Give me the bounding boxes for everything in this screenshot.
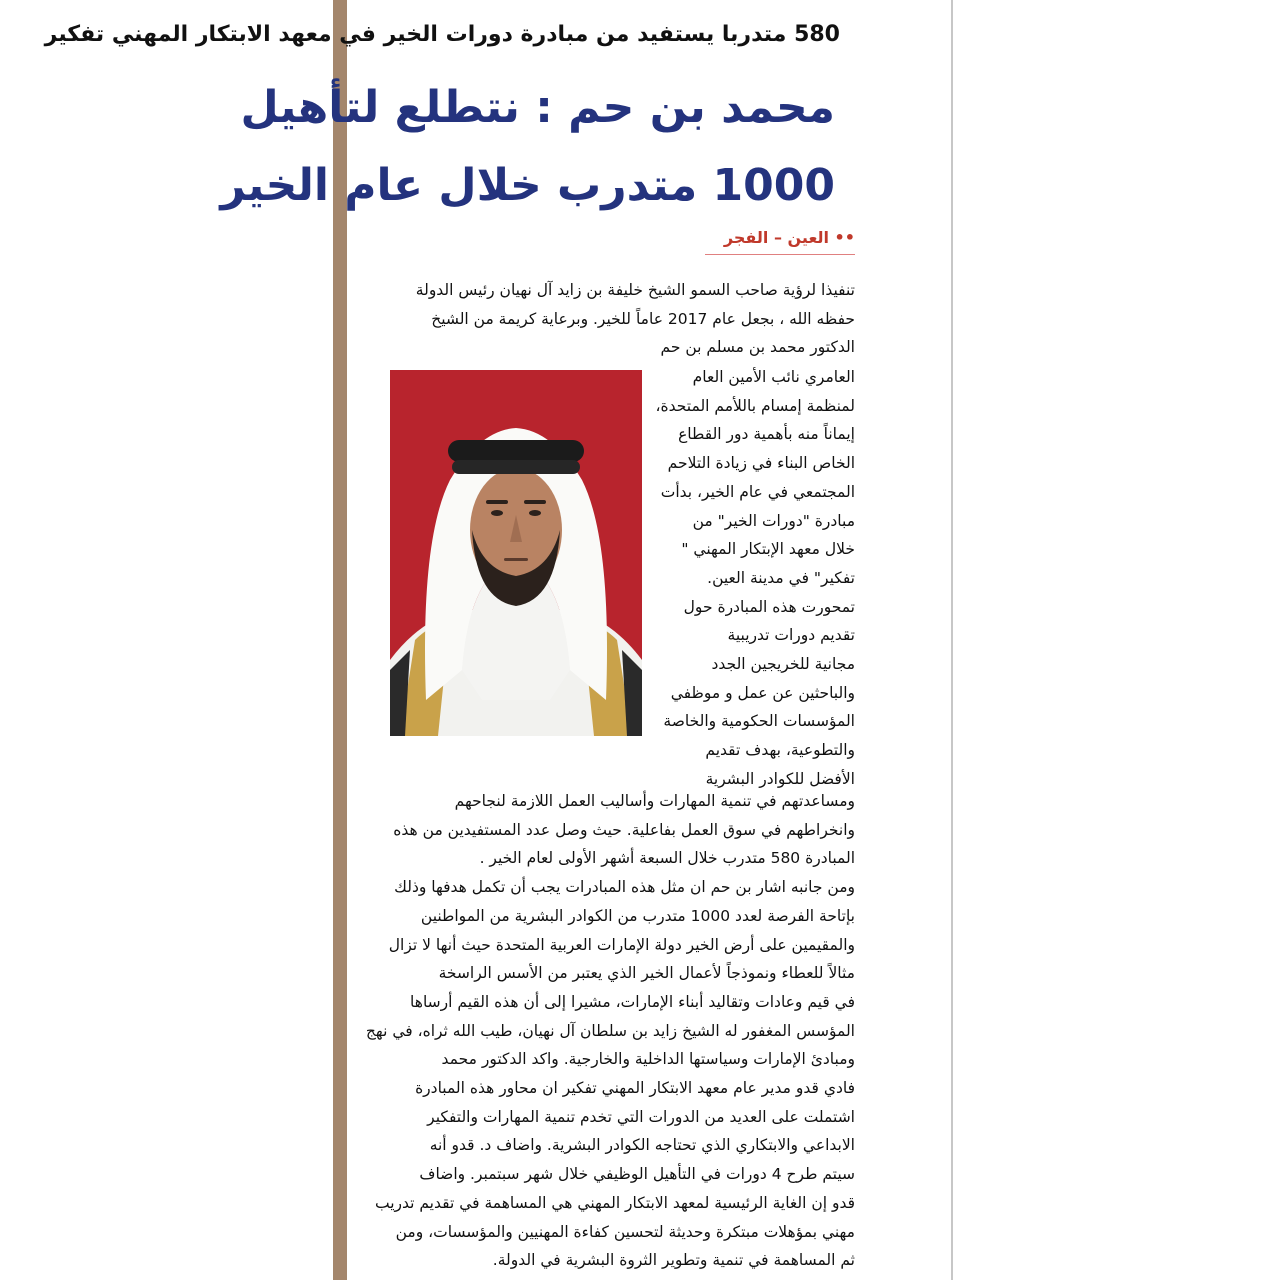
- body-line: اشتملت على العديد من الدورات التي تخدم تنمية المهارات والتفكير: [427, 1107, 855, 1126]
- body-line: الأفضل للكوادر البشرية: [705, 769, 855, 788]
- body-line: الخاص البناء في زيادة التلاحم: [667, 454, 855, 473]
- body-line: تفكير" في مدينة العين.: [707, 568, 855, 587]
- right-border-rule: [951, 0, 953, 1280]
- body-line: تقديم دورات تدريبية: [727, 626, 855, 645]
- body-line: وانخراطهم في سوق العمل بفاعلية. حيث وصل عدد المستفيدين من هذه: [393, 820, 855, 839]
- body-line: العامري نائب الأمين العام: [692, 368, 855, 386]
- byline: •• العين – الفجر: [723, 228, 855, 247]
- body-line: لمنظمة إمسام باللأمم المتحدة،: [655, 396, 855, 415]
- body-line: المجتمعي في عام الخير، بدأت: [660, 482, 855, 501]
- body-line: المبادرة 580 متدرب خلال السبعة أشهر الأولى لعام الخير .: [479, 849, 855, 868]
- body-line: مثالاً للعطاء ونموذجاً لأعمال الخير الذي يعتبر من الأسس الراسخة: [438, 964, 855, 983]
- body-paragraph-top: [355, 276, 855, 362]
- body-line: ثم المساهمة في تنمية وتطوير الثروة البشرية في الدولة.: [492, 1251, 855, 1270]
- body-line: بإتاحة الفرصة لعدد 1000 متدرب من الكوادر البشرية من المواطنين: [420, 906, 855, 925]
- body-line: تمحورت هذه المبادرة حول: [683, 597, 855, 616]
- body-line: مبادرة "دورات الخير" من: [692, 511, 855, 530]
- body-line: حفظه الله ، بجعل عام 2017 عاماً للخير. وبرعاية كريمة من الشيخ: [431, 309, 855, 328]
- body-line: قدو إن الغاية الرئيسية لمعهد الابتكار المهني هي المساهمة في تقديم تدريب: [374, 1193, 855, 1212]
- portrait-photo: [390, 370, 642, 736]
- body-paragraph-bottom: [355, 787, 855, 1275]
- body-line: والباحثين عن عمل و موظفي: [670, 683, 855, 702]
- body-line: الابداعي والابتكاري الذي تحتاجه الكوادر البشرية. واضاف د. قدو أنه: [429, 1136, 855, 1155]
- body-line: تنفيذا لرؤية صاحب السمو الشيخ خليفة بن زايد آل نهيان رئيس الدولة: [415, 281, 855, 299]
- body-line: في قيم وعادات وتقاليد أبناء الإمارات، مشيرا إلى أن هذه القيم أرساها: [410, 992, 855, 1011]
- body-line: المؤسس المغفور له الشيخ زايد بن سلطان آل نهيان، طيب الله ثراه، في نهج: [365, 1021, 855, 1040]
- article-kicker: 580 متدربا يستفيد من مبادرة دورات الخير في معهد الابتكار المهني تفكير: [44, 22, 840, 47]
- byline-underline: [705, 254, 855, 255]
- body-line: مجانية للخريجين الجدد: [711, 655, 855, 674]
- headline-line-2: 1000 متدرب خلال عام الخير: [220, 160, 835, 211]
- body-line: ومساعدتهم في تنمية المهارات وأساليب العمل اللازمة لنجاحهم: [454, 792, 855, 810]
- body-line: الدكتور محمد بن مسلم بن حم: [660, 338, 855, 357]
- newspaper-article: [44, 0, 855, 1280]
- body-line: فادي قدو مدير عام معهد الابتكار المهني تفكير ان محاور هذه المبادرة: [415, 1079, 855, 1098]
- body-line: إيماناً منه بأهمية دور القطاع: [678, 425, 855, 444]
- portrait-illustration: [390, 370, 642, 736]
- body-line: مهني بمؤهلات مبتكرة وحديثة لتحسين كفاءة المهنيين والمؤسسات، ومن: [395, 1222, 855, 1241]
- body-line: خلال معهد الإبتكار المهني ": [681, 540, 855, 559]
- headline-line-1: محمد بن حم : نتطلع لتأهيل: [240, 82, 835, 133]
- body-line: والتطوعية، بهدف تقديم: [705, 741, 855, 760]
- body-line: المؤسسات الحكومية والخاصة: [663, 712, 855, 731]
- body-paragraph-side: [650, 363, 855, 794]
- body-line: ومن جانبه اشار بن حم ان مثل هذه المبادرات يجب أن تكمل هدفها وذلك: [394, 878, 855, 897]
- body-line: ومبادئ الإمارات وسياستها الداخلية والخارجية. واكد الدكتور محمد: [441, 1050, 855, 1069]
- body-line: والمقيمين على أرض الخير دولة الإمارات العربية المتحدة حيث أنها لا تزال: [388, 935, 855, 954]
- body-line: سيتم طرح 4 دورات في التأهيل الوظيفي خلال شهر سبتمبر. واضاف: [419, 1165, 855, 1184]
